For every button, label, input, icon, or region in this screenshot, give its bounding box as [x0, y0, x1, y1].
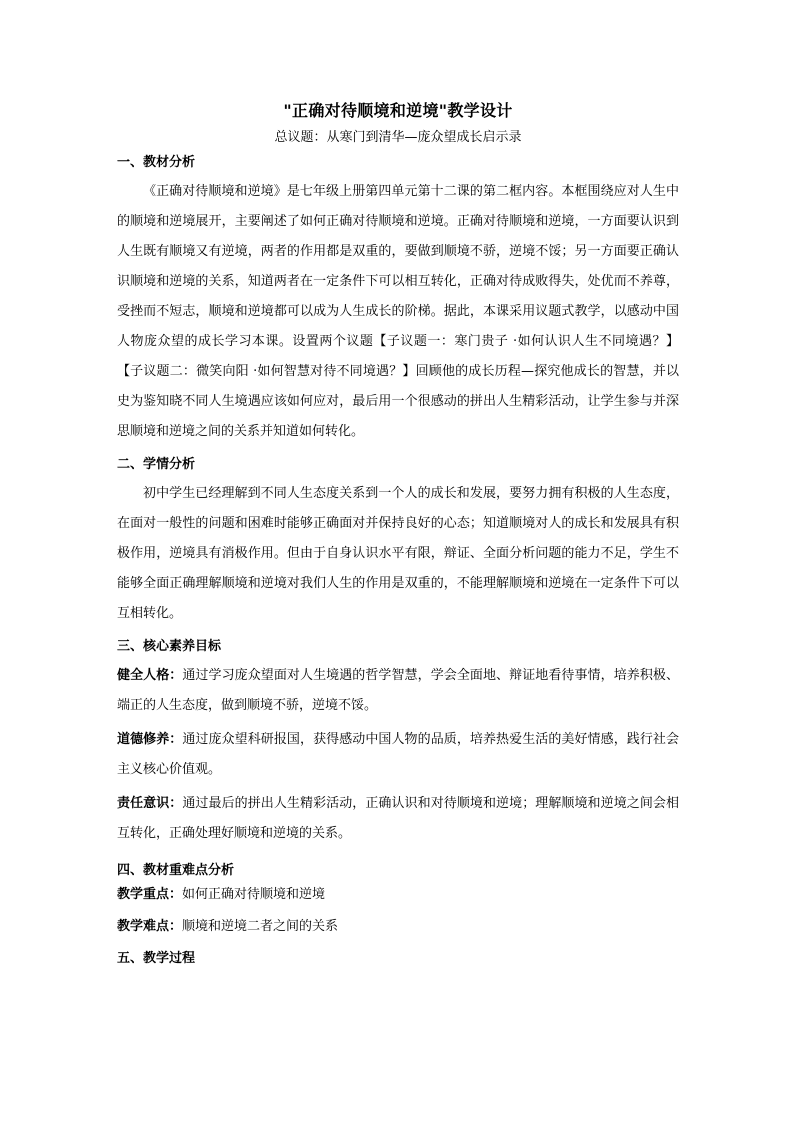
- difficult-point-text: 顺境和逆境二者之间的关系: [182, 919, 339, 934]
- document-page: [117, 100, 679, 973]
- goal-text: 通过学习庞众望面对人生境遇的哲学智慧，学会全面地、辩证地看待事情，培养积极、端正的人生态度，做到顺境不骄，逆境不馁。: [117, 668, 679, 713]
- section-heading-key-difficult-points: 四、教材重难点分析: [117, 863, 235, 878]
- goal-label: 责任意识：: [117, 796, 183, 811]
- goal-item: [117, 661, 679, 721]
- section-heading-teaching-process: 五、教学过程: [117, 951, 196, 966]
- goal-item: [117, 725, 679, 785]
- goal-text: 通过庞众望科研报国，获得感动中国人物的品质，培养热爱生活的美好情感，践行社会主义核心价值观。: [117, 732, 679, 777]
- difficult-point-item: [117, 917, 679, 937]
- section-heading-student-analysis: 二、学情分析: [117, 457, 196, 472]
- key-point-item: [117, 885, 679, 905]
- document-title: "正确对待顺境和逆境"教学设计: [283, 101, 513, 120]
- goal-label: 健全人格：: [117, 668, 183, 683]
- document-subtitle: 总议题：从寒门到清华—庞众望成长启示录: [274, 130, 522, 145]
- textbook-analysis-paragraph: 《正确对待顺境和逆境》是七年级上册第四单元第十二课的第二框内容。本框围绕应对人生中的顺境和逆境展开，主要阐述了如何正确对待顺境和逆境。正确对待顺境和逆境，一方面要认识到人生既有顺境又有逆境，两者的作用都是双重的，要做到顺境不骄，逆境不馁；另一方面要正确认识顺境和逆境的关系，知道两者在一定条件下可以相互转化，正确对待成败得失，处优而不养尊，受挫而不短志，顺境和逆境都可以成为人生成长的阶梯。据此，本课采用议题式教学，以感动中国人物庞众望的成长学习本课。设置两个议题【子议题一：寒门贵子 ·如何认识人生不同境遇？】 【子议题二：微笑向阳 ·如何智慧对待不同境遇？】回顾他的成长历程—探究他成长的智慧，并以史为鉴知晓不同人生境遇应该如何应对，最后用一个很感动的拼出人生精彩活动，让学生参与并深思顺境和逆境之间的关系并知道如何转化。: [117, 184, 679, 439]
- student-analysis-paragraph: 初中学生已经理解到不同人生态度关系到一个人的成长和发展，要努力拥有积极的人生态度，在面对一般性的问题和困难时能够正确面对并保持良好的心态；知道顺境对人的成长和发展具有积极作用，逆境具有消极作用。但由于自身认识水平有限，辩证、全面分析问题的能力不足，学生不能够全面正确理解顺境和逆境对我们人生的作用是双重的，不能理解顺境和逆境在一定条件下可以互相转化。: [117, 486, 679, 621]
- goal-text: 通过最后的拼出人生精彩活动，正确认识和对待顺境和逆境；理解顺境和逆境之间会相互转化，正确处理好顺境和逆境的关系。: [117, 796, 679, 841]
- goal-label: 道德修养：: [117, 732, 183, 747]
- section-heading-textbook-analysis: 一、教材分析: [117, 155, 196, 170]
- key-point-text: 如何正确对待顺境和逆境: [182, 887, 326, 902]
- goal-item: [117, 789, 679, 849]
- difficult-point-label: 教学难点：: [117, 919, 183, 934]
- section-heading-core-goals: 三、核心素养目标: [117, 639, 222, 654]
- key-point-label: 教学重点：: [117, 887, 183, 902]
